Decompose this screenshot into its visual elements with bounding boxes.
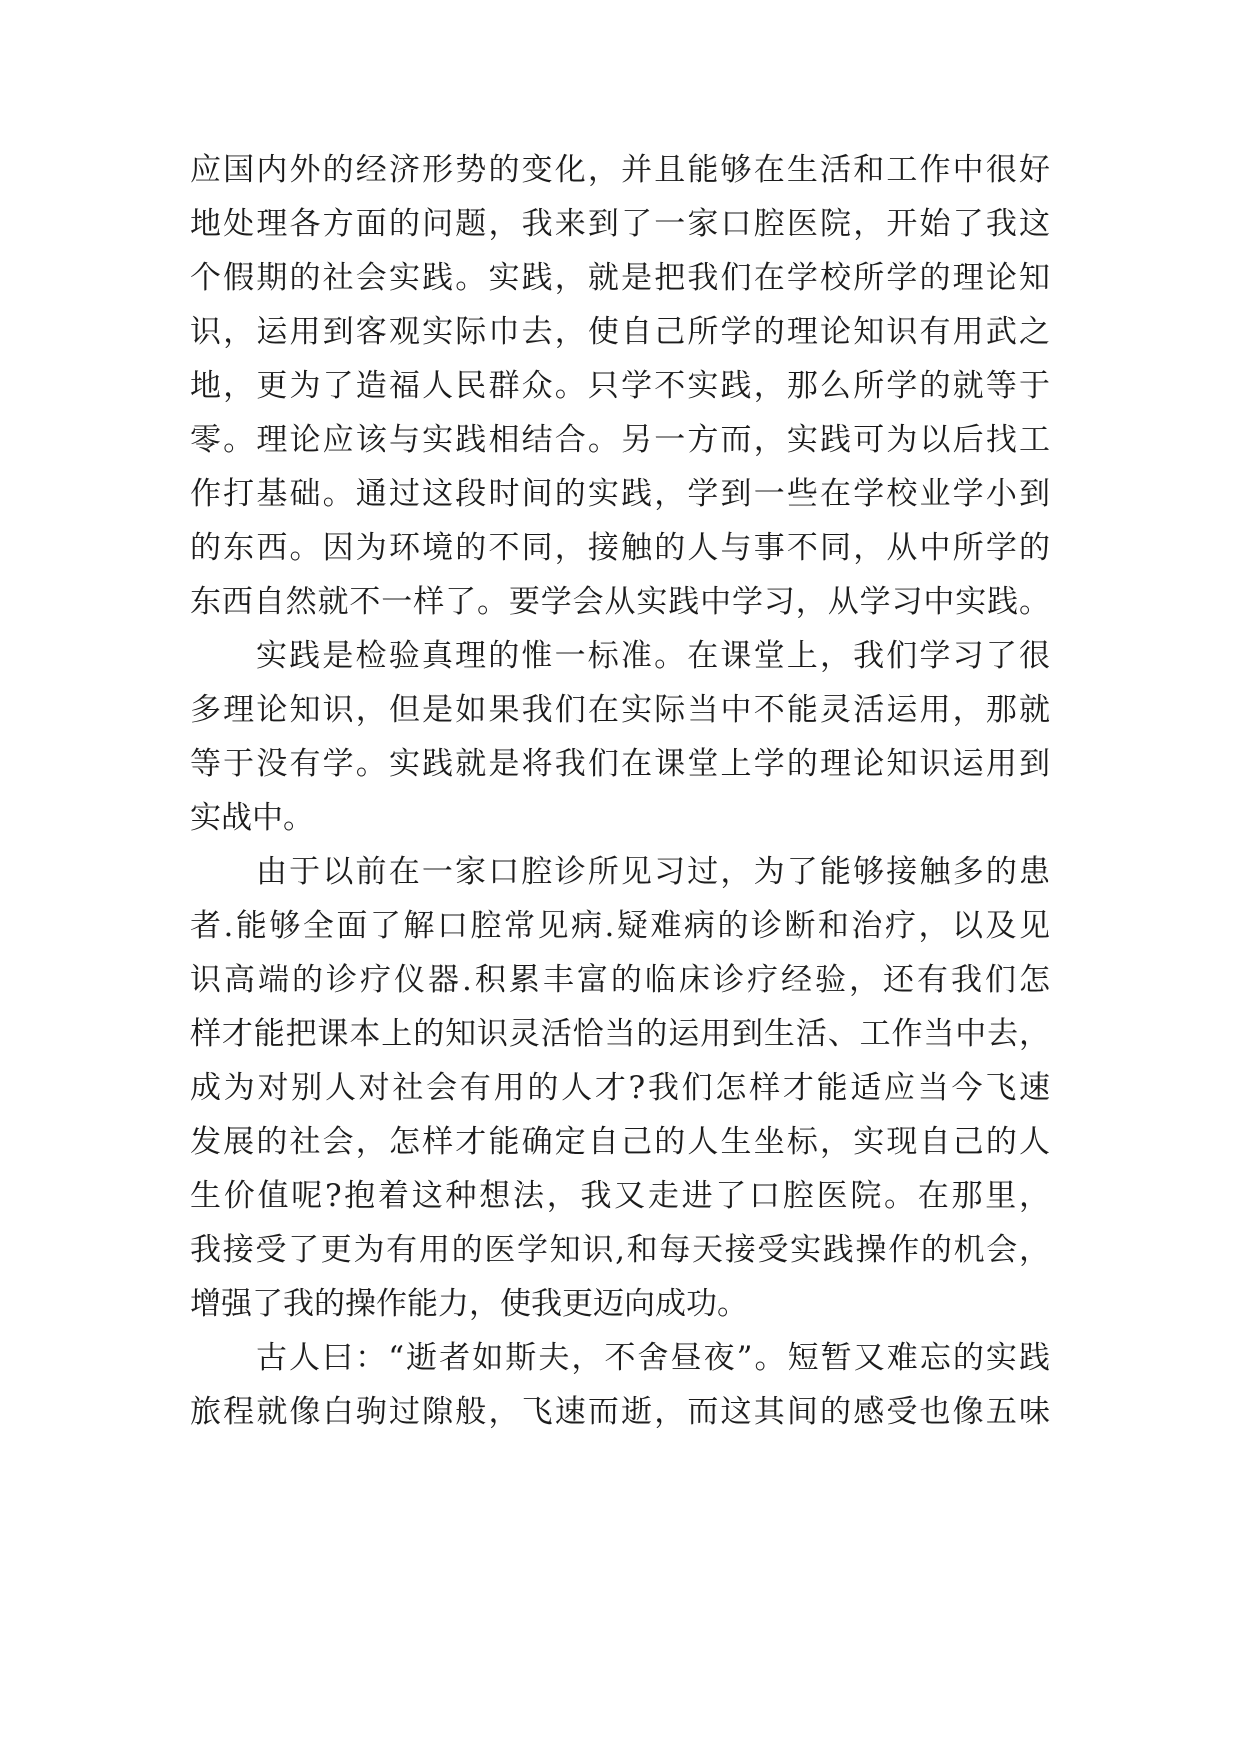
text-line: 者.能够全面了解口腔常见病.疑难病的诊断和治疗，以及见 xyxy=(190,908,1050,944)
text-line: 样才能把课本上的知识灵活恰当的运用到生活、工作当中去， xyxy=(190,1016,1050,1052)
text-line: 识高端的诊疗仪器.积累丰富的临床诊疗经验，还有我们怎 xyxy=(190,962,1050,998)
text-line: 古人曰：“逝者如斯夫，不舍昼夜”。短暂又难忘的实践 xyxy=(256,1340,1050,1376)
text-line: 旅程就像白驹过隙般，飞速而逝，而这其间的感受也像五味 xyxy=(190,1394,1050,1430)
document-body xyxy=(190,143,1050,1439)
text-line: 由于以前在一家口腔诊所见习过，为了能够接触多的患 xyxy=(256,854,1050,890)
text-line: 东西自然就不一样了。要学会从实践中学习，从学习中实践。 xyxy=(190,584,1050,620)
text-line: 识，运用到客观实际巾去，使自己所学的理论知识有用武之 xyxy=(190,314,1050,350)
text-line: 多理论知识，但是如果我们在实际当中不能灵活运用，那就 xyxy=(190,692,1050,728)
text-line: 发展的社会，怎样才能确定自己的人生坐标，实现自己的人 xyxy=(190,1124,1050,1160)
text-line: 成为对别人对社会有用的人才?我们怎样才能适应当今飞速 xyxy=(190,1070,1050,1106)
text-line: 地，更为了造福人民群众。只学不实践，那么所学的就等于 xyxy=(190,368,1050,404)
text-line: 实战中。 xyxy=(190,800,314,836)
text-line: 零。理论应该与实践相结合。另一方而，实践可为以后找工 xyxy=(190,422,1050,458)
text-line: 个假期的社会实践。实践，就是把我们在学校所学的理论知 xyxy=(190,260,1050,296)
text-line: 我接受了更为有用的医学知识,和每天接受实践操作的机会， xyxy=(190,1232,1050,1268)
text-line: 增强了我的操作能力，使我更迈向成功。 xyxy=(190,1286,748,1322)
text-line: 应国内外的经济形势的变化，并且能够在生活和工作中很好 xyxy=(190,152,1050,188)
text-line: 实践是检验真理的惟一标准。在课堂上，我们学习了很 xyxy=(256,638,1050,674)
text-line: 地处理各方面的问题，我来到了一家口腔医院，开始了我这 xyxy=(190,206,1050,242)
text-line: 作打基础。通过这段时间的实践，学到一些在学校业学小到 xyxy=(190,476,1050,512)
text-line: 的东西。因为环境的不同，接触的人与事不同，从中所学的 xyxy=(190,530,1050,566)
text-line: 生价值呢?抱着这种想法，我又走进了口腔医院。在那里， xyxy=(190,1178,1050,1214)
text-line: 等于没有学。实践就是将我们在课堂上学的理论知识运用到 xyxy=(190,746,1050,782)
